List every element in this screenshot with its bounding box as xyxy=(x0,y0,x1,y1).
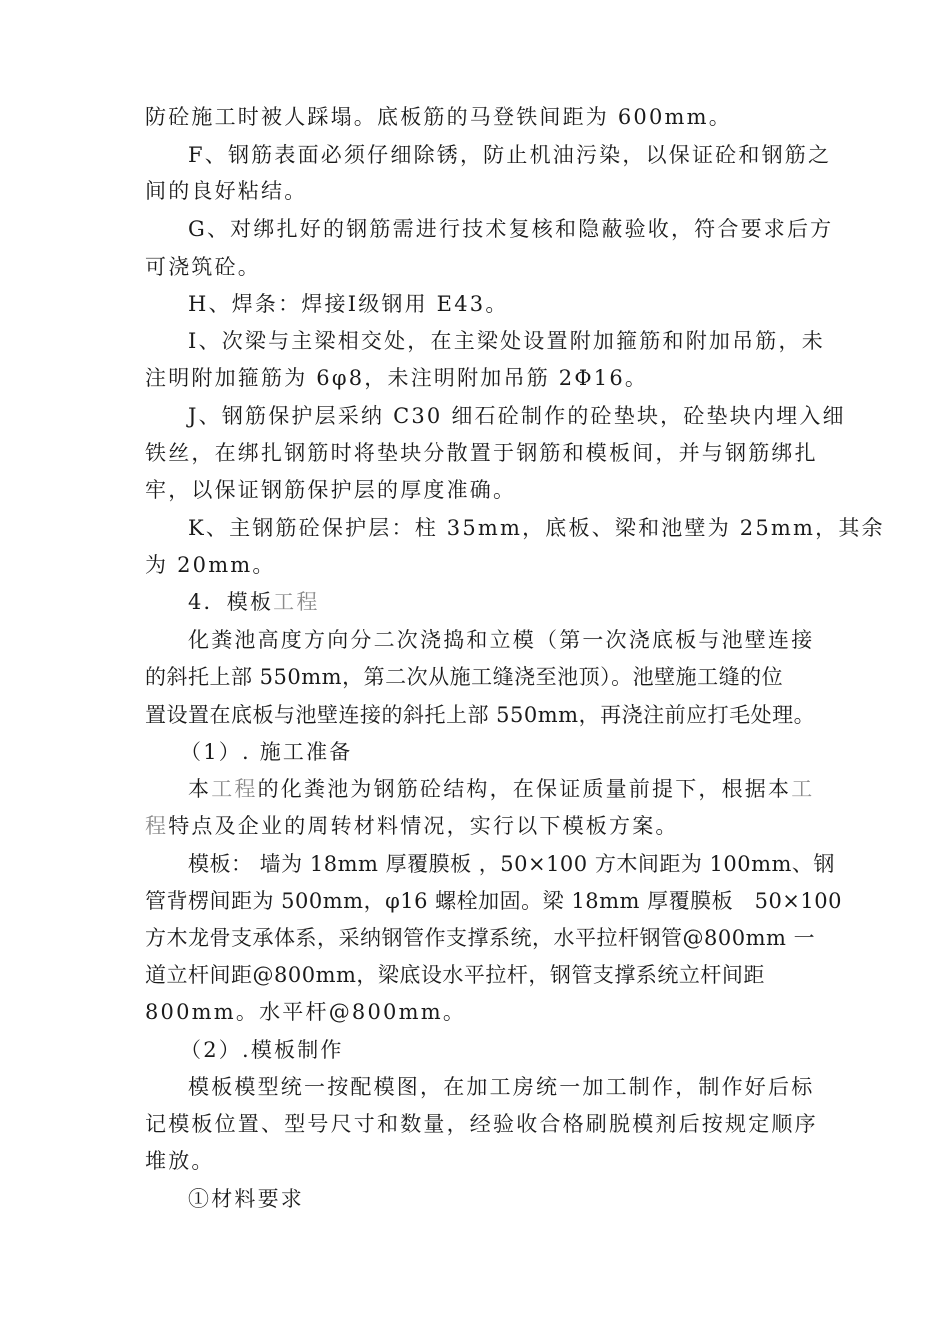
text-line: 可浇筑砼。 xyxy=(145,255,261,279)
text-segment-gray: 工程 xyxy=(211,777,258,801)
text-line: 化粪池高度方向分二次浇捣和立模（第一次浇底板与池壁连接 xyxy=(188,628,815,652)
text-line: 模板： 墙为 18mm 厚覆膜板 ，50×100 方木间距为 100mm、钢 xyxy=(188,852,835,876)
text-line: I、次梁与主梁相交处，在主梁处设置附加箍筋和附加吊筋，未 xyxy=(188,329,825,353)
text-line: 为 20mm。 xyxy=(145,553,276,577)
text-line: G、对绑扎好的钢筋需进行技术复核和隐蔽验收，符合要求后方 xyxy=(188,217,834,241)
text-line xyxy=(145,808,679,844)
text-line: 记模板位置、型号尺寸和数量，经验收合格刷脱模剂后按规定顺序 xyxy=(145,1112,818,1136)
text-line: F、钢筋表面必须仔细除锈，防止机油污染，以保证砼和钢筋之 xyxy=(188,143,832,167)
heading-text: 4．模板 xyxy=(188,590,274,614)
subsection-heading: （1）. 施工准备 xyxy=(180,740,353,764)
subsection-heading: （2）.模板制作 xyxy=(180,1038,344,1062)
text-segment: 的化粪池为钢筋砼结构，在保证质量前提下，根据本 xyxy=(257,777,792,801)
text-line: 堆放。 xyxy=(145,1149,215,1173)
text-segment: 本 xyxy=(188,777,212,801)
text-line: H、焊条：焊接Ⅰ级钢用 E43。 xyxy=(188,292,509,316)
text-line: 铁丝，在绑扎钢筋时将垫块分散置于钢筋和模板间，并与钢筋绑扎 xyxy=(145,441,818,465)
text-line: 道立杆间距@800mm，梁底设水平拉杆，钢管支撑系统立杆间距 xyxy=(145,963,765,987)
text-line: 的斜托上部 550mm，第二次从施工缝浇至池顶）。池壁施工缝的位 xyxy=(145,665,784,689)
text-line: 置设置在底板与池壁连接的斜托上部 550mm，再浇注前应打毛处理。 xyxy=(145,703,816,727)
heading-text-gray: 工程 xyxy=(273,590,320,614)
text-line: 模板模型统一按配模图，在加工房统一加工制作，制作好后标 xyxy=(188,1075,815,1099)
text-line xyxy=(188,771,814,807)
text-segment-gray: 工 xyxy=(791,777,815,801)
text-segment: 特点及企业的周转材料情况，实行以下模板方案。 xyxy=(168,814,679,838)
text-line: 注明附加箍筋为 6φ8，未注明附加吊筋 2Φ16。 xyxy=(145,366,649,390)
section-heading xyxy=(188,584,320,620)
text-line: 方木龙骨支承体系，采纳钢管作支撑系统，水平拉杆钢管@800mm 一 xyxy=(145,926,816,950)
subsection-heading: ①材料要求 xyxy=(188,1187,304,1211)
text-line: 防砼施工时被人踩塌。底板筋的马登铁间距为 600mm。 xyxy=(145,105,732,129)
text-line: K、主钢筋砼保护层：柱 35mm，底板、梁和池壁为 25mm，其余 xyxy=(188,516,885,540)
text-line: 间的良好粘结。 xyxy=(145,179,308,203)
text-segment-gray: 程 xyxy=(145,814,169,838)
text-line: J、钢筋保护层采纳 C30 细石砼制作的砼垫块，砼垫块内埋入细 xyxy=(188,404,846,428)
text-line: 牢，以保证钢筋保护层的厚度准确。 xyxy=(145,478,517,502)
text-line: 管背楞间距为 500mm，φ16 螺栓加固。梁 18mm 厚覆膜板 50×100 xyxy=(145,889,842,913)
text-line: 800mm。水平杆@800mm。 xyxy=(145,1000,467,1024)
